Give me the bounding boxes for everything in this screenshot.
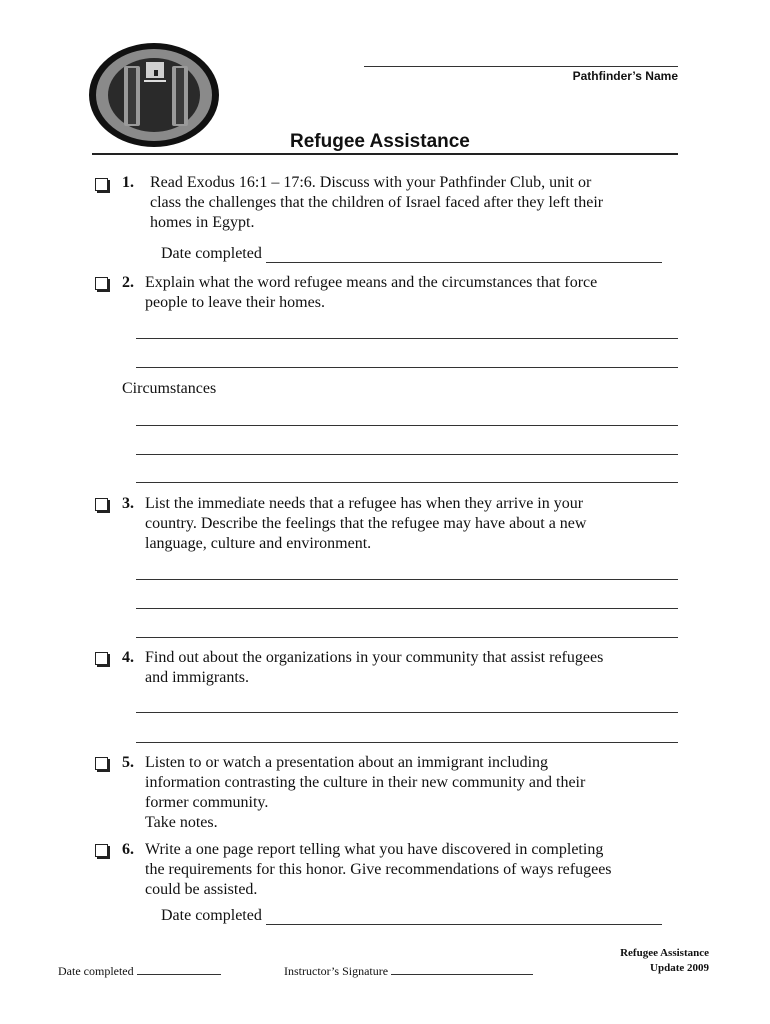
requirement-5-checkbox[interactable] — [95, 757, 108, 770]
requirement-2-checkbox[interactable] — [95, 277, 108, 290]
answer-line[interactable] — [136, 579, 678, 580]
requirement-1-date-field[interactable] — [266, 246, 662, 263]
footer-date-completed: Date completed — [58, 964, 221, 979]
requirement-1-number: 1. — [122, 174, 134, 191]
pathfinder-name-label: Pathfinder’s Name — [572, 69, 678, 83]
requirement-1-checkbox[interactable] — [95, 178, 108, 191]
requirement-4-checkbox[interactable] — [95, 652, 108, 665]
circumstances-label: Circumstances — [122, 380, 217, 397]
footer-update: Update 2009 — [650, 962, 709, 974]
title-rule — [92, 153, 678, 155]
requirement-4-number: 4. — [122, 649, 134, 666]
requirement-3-text: List the immediate needs that a refugee has when they arrive in your country. Describe the feelings that the refugee may have about a new language, culture and environment. — [145, 495, 587, 552]
answer-line[interactable] — [136, 454, 678, 455]
requirement-6-checkbox[interactable] — [95, 844, 108, 857]
footer-instructor-signature: Instructor’s Signature — [284, 964, 533, 979]
answer-line[interactable] — [136, 742, 678, 743]
requirement-6-text: Write a one page report telling what you have discovered in completing the requirements for this honor. Give recommendations of ways refugees could be assisted. — [145, 841, 612, 898]
honor-emblem-logo — [88, 42, 220, 148]
answer-line[interactable] — [136, 367, 678, 368]
answer-line[interactable] — [136, 482, 678, 483]
footer-honor-info — [620, 946, 709, 976]
answer-line[interactable] — [136, 338, 678, 339]
instructor-signature-field[interactable] — [391, 964, 533, 975]
pathfinder-name-line[interactable] — [364, 66, 678, 67]
answer-line[interactable] — [136, 637, 678, 638]
answer-line[interactable] — [136, 425, 678, 426]
requirement-2-text: Explain what the word refugee means and the circumstances that force people to leave their homes. — [145, 274, 598, 311]
requirement-6-number: 6. — [122, 841, 134, 858]
requirement-5-text: Listen to or watch a presentation about an immigrant including information contrasting the culture in their new community and their former community. Take notes. — [145, 754, 586, 831]
requirement-6-date-field[interactable] — [266, 908, 662, 925]
page-title: Refugee Assistance — [290, 131, 470, 152]
requirement-3-number: 3. — [122, 495, 134, 512]
requirement-4-text: Find out about the organizations in your community that assist refugees and immigrants. — [145, 649, 604, 686]
requirement-1-text: Read Exodus 16:1 – 17:6. Discuss with your Pathfinder Club, unit or — [150, 174, 592, 191]
answer-line[interactable] — [136, 608, 678, 609]
requirement-1-date-row: Date completed — [161, 245, 662, 263]
requirement-3-checkbox[interactable] — [95, 498, 108, 511]
requirement-6-date-row: Date completed — [161, 907, 662, 925]
footer-honor-name: Refugee Assistance — [620, 947, 709, 959]
footer-date-field[interactable] — [137, 964, 221, 975]
requirement-5-number: 5. — [122, 754, 134, 771]
requirement-2-number: 2. — [122, 274, 134, 291]
answer-line[interactable] — [136, 712, 678, 713]
